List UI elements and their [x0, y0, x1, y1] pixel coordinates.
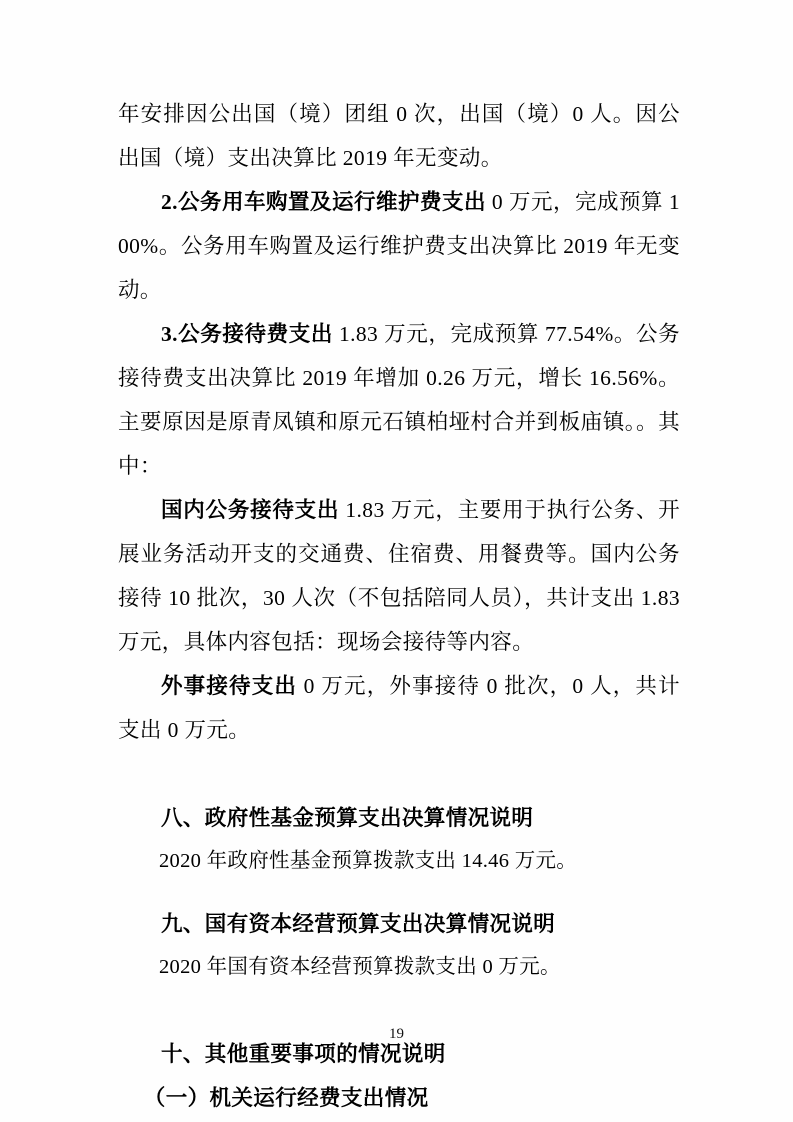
heading-state-capital: 九、国有资本经营预算支出决算情况说明 [161, 912, 556, 936]
paragraph-text: 0 万元，完成预算 100%。公务用车购置及运行维护费支出决算比 2019 年无变动。 [118, 190, 680, 302]
spacer [118, 882, 680, 902]
paragraph-overseas-trips [118, 92, 680, 180]
paragraph-bold-lead: 国内公务接待支出 [161, 498, 340, 522]
paragraph-bold-lead: 3.公务接待费支出 [161, 322, 333, 346]
body-state-capital: 2020 年国有资本经营预算拨款支出 0 万元。 [159, 956, 561, 978]
paragraph-domestic-reception [118, 488, 680, 664]
paragraph-text: 1.83 万元，完成预算 77.54%。公务接待费支出决算比 2019 年增加 0.26 万元，增长 16.56%。主要原因是原青凤镇和原元石镇柏垭村合并到板庙镇。。其中： [118, 322, 680, 478]
paragraph-bold-lead: 2.公务用车购置及运行维护费支出 [161, 190, 487, 214]
heading-other-matters: 十、其他重要事项的情况说明 [161, 1042, 446, 1066]
body-government-fund: 2020 年政府性基金预算拨款支出 14.46 万元。 [159, 850, 578, 872]
paragraph-official-reception [118, 312, 680, 488]
paragraph-text: 0 万元，外事接待 0 批次，0 人，共计支出 0 万元。 [118, 674, 680, 742]
paragraph-foreign-reception [118, 664, 680, 752]
heading-government-fund: 八、政府性基金预算支出决算情况说明 [161, 806, 534, 830]
document-content [118, 92, 680, 1120]
paragraph-text: 1.83 万元，主要用于执行公务、开展业务活动开支的交通费、住宿费、用餐费等。国内公务接待 10 批次，30 人次（不包括陪同人员），共计支出 1.83 万元，具体内容包括：现场会接待等内容。 [118, 498, 681, 654]
heading-agency-operating-expenses: （一）机关运行经费支出情况 [143, 1086, 429, 1110]
page-number: 19 [389, 1026, 404, 1042]
paragraph-bold-lead: 外事接待支出 [161, 674, 298, 698]
spacer [118, 752, 680, 796]
paragraph-text: 年安排因公出国（境）团组 0 次，出国（境）0 人。因公出国（境）支出决算比 2019 年无变动。 [118, 102, 680, 170]
paragraph-official-vehicles [118, 180, 680, 312]
